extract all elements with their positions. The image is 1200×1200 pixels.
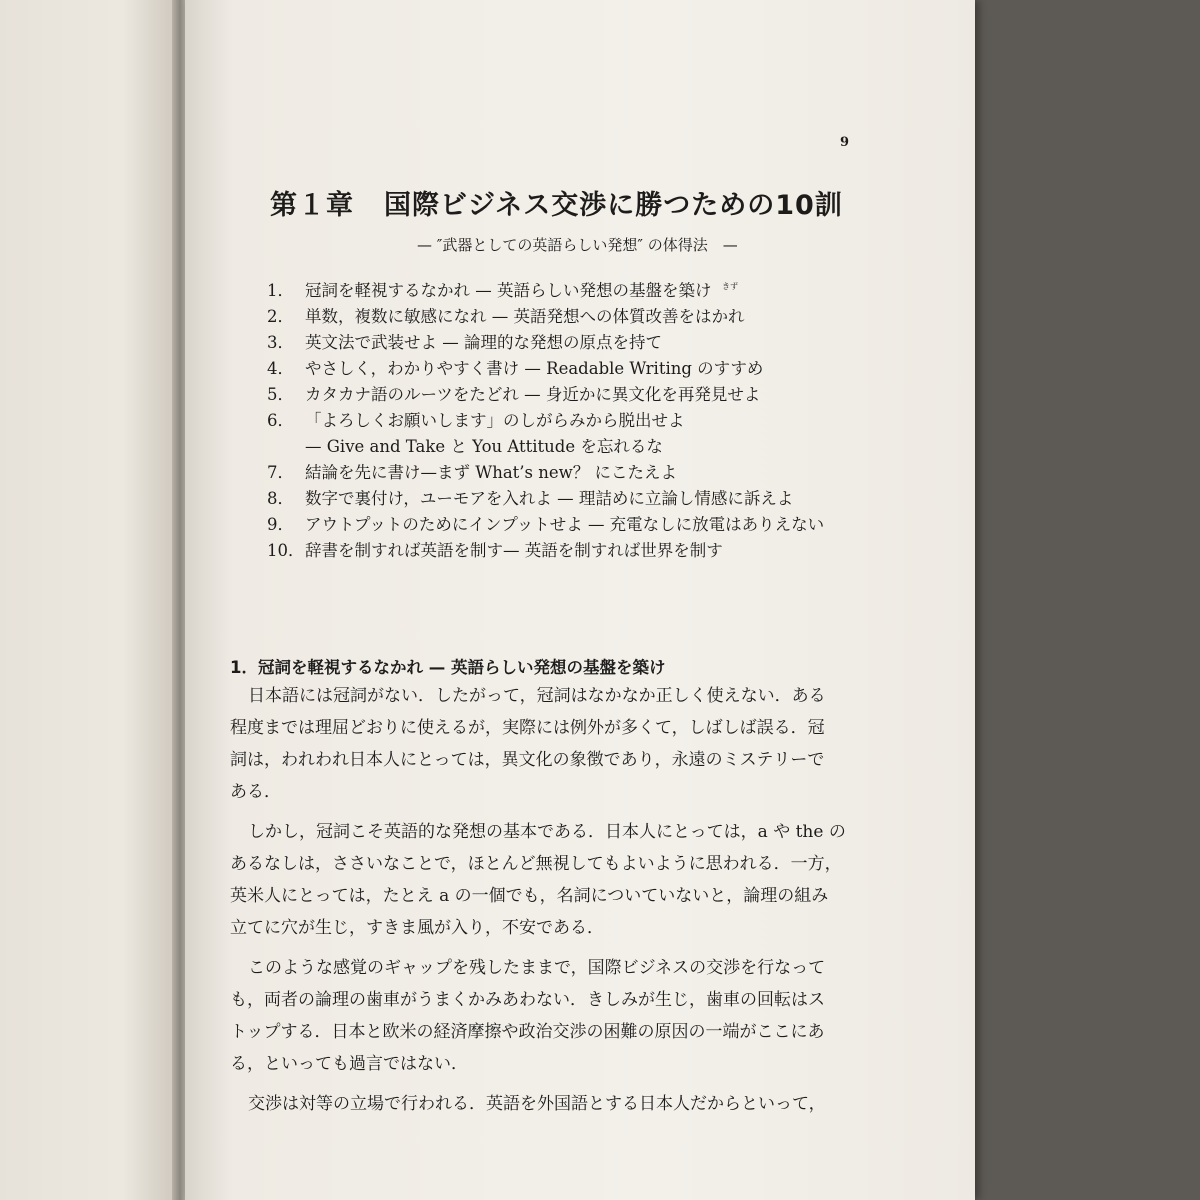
list-item (267, 512, 824, 538)
list-item-number: 9． (267, 515, 294, 534)
list-item-text: 冠詞を軽視するなかれ — 英語らしい発想の基盤を築け (305, 281, 712, 300)
body-line: 英米人にとっては，たとえ a の一個でも，名詞についていないと，論理の組み (230, 886, 829, 906)
body-line: トップする．日本と欧米の経済摩擦や政治交渉の困難の原因の一端がここにあ (230, 1022, 825, 1042)
list-item-text: アウトプットのためにインプットせよ — 充電なしに放電はありえない (305, 515, 825, 534)
body-line: る，といっても過言ではない． (230, 1054, 468, 1074)
list-item (267, 486, 824, 512)
list-item (267, 278, 824, 304)
page-number: 9 (840, 135, 850, 150)
body-line: このような感覚のギャップを残したままで，国際ビジネスの交渉を行なって (248, 958, 826, 978)
body-line: 詞は，われわれ日本人にとっては，異文化の象徴であり，永遠のミステリーで (230, 750, 825, 770)
book-page (185, 0, 975, 1200)
list-item (267, 356, 824, 382)
body-line: ある． (230, 782, 281, 802)
list-item-text: 英文法で武装せよ — 論理的な発想の原点を持て (305, 333, 662, 352)
chapter-number: 第１章 (270, 190, 354, 221)
list-item (267, 408, 824, 434)
list-item (267, 460, 824, 486)
list-item-number: 1． (267, 281, 294, 300)
furigana: きず (722, 282, 738, 291)
list-item-continuation (267, 434, 824, 460)
list-item-text: カタカナ語のルーツをたどれ — 身近かに異文化を再発見せよ (305, 385, 761, 404)
body-line: 交渉は対等の立場で行われる．英語を外国語とする日本人だからといって， (248, 1094, 826, 1114)
list-item-text: やさしく，わかりやすく書け — Readable Writing のすすめ (305, 359, 764, 378)
section-body (230, 680, 890, 1120)
list-item (267, 538, 824, 564)
list-item-number: 4． (267, 359, 294, 378)
list-item-number: 7． (267, 463, 294, 482)
list-item-number: 10． (267, 541, 305, 560)
chapter-subtitle: — ″武器としての英語らしい発想″ の体得法 — (417, 236, 738, 254)
list-item-text: 数字で裏付け，ユーモアを入れよ — 理詰めに立論し情感に訴えよ (305, 489, 794, 508)
list-item-text: 結論を先に書け—まず What’s new？ にこたえよ (305, 463, 678, 482)
body-line: も，両者の論理の歯車がうまくかみあわない．きしみが生じ，歯車の回転はス (230, 990, 825, 1010)
body-line: 日本語には冠詞がない．したがって，冠詞はなかなか正しく使えない．ある (248, 686, 826, 706)
chapter-contents-list (267, 278, 824, 564)
body-line: あるなしは，ささいなことで，ほとんど無視してもよいように思われる．一方， (230, 854, 842, 874)
chapter-title-text: 国際ビジネス交渉に勝つための10訓 (384, 190, 843, 221)
list-item-number: 5． (267, 385, 294, 404)
list-item-number: 8． (267, 489, 294, 508)
list-item-text: 辞書を制すれば英語を制す— 英語を制すれば世界を制す (305, 541, 723, 560)
list-item-number: 6． (267, 411, 294, 430)
list-item-number: 3． (267, 333, 294, 352)
section-heading: 1．冠詞を軽視するなかれ — 英語らしい発想の基盤を築け (230, 658, 666, 677)
chapter-title (270, 183, 843, 222)
body-line: しかし，冠詞こそ英語的な発想の基本である．日本人にとっては，a や the の (248, 822, 846, 842)
body-line: 程度までは理屈どおりに使えるが，実際には例外が多くて，しばしば誤る．冠 (230, 718, 825, 738)
list-item-text: — Give and Take と You Attitude を忘れるな (305, 437, 663, 456)
list-item-text: 「よろしくお願いします」のしがらみから脱出せよ (305, 411, 685, 430)
list-item-text: 単数，複数に敏感になれ — 英語発想への体質改善をはかれ (305, 307, 745, 326)
body-line: 立てに穴が生じ，すきま風が入り，不安である． (230, 918, 604, 938)
previous-page-edge (0, 0, 175, 1200)
list-item (267, 330, 824, 356)
list-item (267, 382, 824, 408)
list-item (267, 304, 824, 330)
list-item-number: 2． (267, 307, 294, 326)
